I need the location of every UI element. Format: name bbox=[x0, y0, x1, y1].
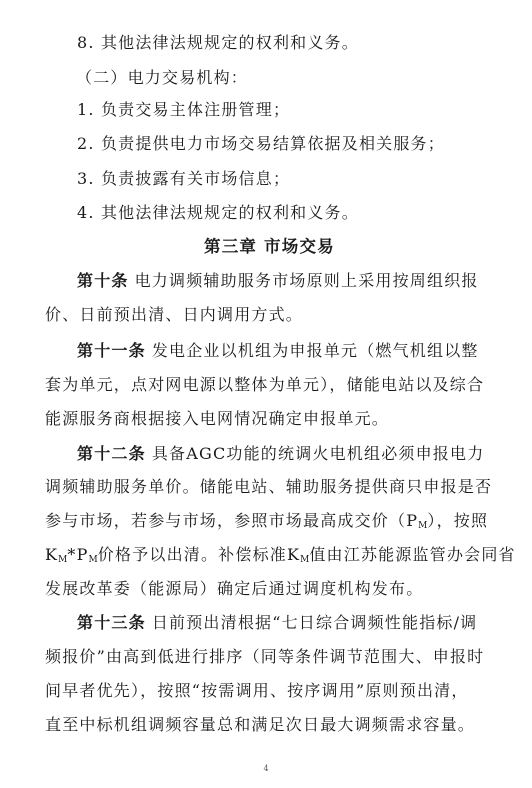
article-12-line-3-tail: ），按照 bbox=[427, 511, 489, 530]
article-11-text-1: 发电企业以机组为申报单元（燃气机组以整 bbox=[151, 341, 479, 360]
pm-subscript-2: M bbox=[88, 555, 98, 565]
article-13-line-3: 间早者优先），按照“按需调用、按序调用”原则预出清， bbox=[45, 681, 469, 700]
article-13-line-2: 频报价”由高到低进行排序（同等条件调节范围大、申报时 bbox=[45, 647, 485, 666]
km-symbol: K bbox=[45, 545, 59, 564]
article-13-line-1 bbox=[77, 613, 477, 633]
article-12-line-1 bbox=[77, 444, 484, 464]
section-trading-institution: （二）电力交易机构： bbox=[76, 68, 249, 87]
article-10-line-1 bbox=[77, 271, 479, 291]
article-11-line-1 bbox=[77, 341, 479, 361]
article-12-line-3 bbox=[45, 511, 488, 536]
article-11-line-2: 套为单元，点对网电源以整体为单元），储能电站以及综合 bbox=[45, 375, 485, 394]
page-number: 4 bbox=[263, 764, 269, 773]
article-12-line-2: 调频辅助服务单价。储能电站、辅助服务提供商只申报是否 bbox=[45, 477, 493, 496]
article-12-line-3-text: 参与市场，若参与市场，参照市场最高成交价（P bbox=[45, 511, 419, 530]
item-8-rights: 8. 其他法律法规规定的权利和义务。 bbox=[77, 33, 359, 52]
article-11-line-3: 能源服务商根据接入电网情况确定申报单元。 bbox=[45, 409, 390, 428]
pm-subscript: M bbox=[418, 521, 428, 531]
article-13-line-4: 直至中标机组调频容量总和满足次日最大调频需求容量。 bbox=[45, 715, 476, 734]
article-12-line-4 bbox=[45, 545, 516, 570]
article-13-label: 第十三条 bbox=[77, 613, 146, 632]
article-10-line-2: 价、日前预出清、日内调用方式。 bbox=[45, 305, 304, 324]
article-12-text-1: 具备AGC功能的统调火电机组必须申报电力 bbox=[151, 444, 485, 463]
article-11-label: 第十一条 bbox=[77, 341, 146, 360]
article-12-line-4-tail: 值由江苏能源监管办会同省 bbox=[309, 545, 516, 564]
item-3-disclosure: 3. 负责披露有关市场信息； bbox=[77, 169, 291, 188]
article-10-label: 第十条 bbox=[77, 271, 129, 290]
article-13-text-1: 日前预出清根据“七日综合调频性能指标/调 bbox=[151, 613, 478, 632]
article-12-line-5: 发展改革委（能源局）确定后通过调度机构发布。 bbox=[45, 579, 424, 598]
item-4-rights: 4. 其他法律法规规定的权利和义务。 bbox=[77, 203, 359, 222]
item-2-settlement: 2. 负责提供电力市场交易结算依据及相关服务； bbox=[77, 134, 445, 153]
km-subscript: M bbox=[58, 555, 68, 565]
item-1-registration: 1. 负责交易主体注册管理； bbox=[77, 100, 291, 119]
article-12-line-4-text: 价格予以出清。补偿标准K bbox=[97, 545, 301, 564]
article-10-text-1: 电力调频辅助服务市场原则上采用按周组织报 bbox=[134, 271, 479, 290]
km-subscript-2: M bbox=[300, 555, 310, 565]
pm-symbol: *P bbox=[67, 545, 89, 564]
chapter-heading: 第三章 市场交易 bbox=[204, 237, 335, 256]
article-12-label: 第十二条 bbox=[77, 444, 146, 463]
